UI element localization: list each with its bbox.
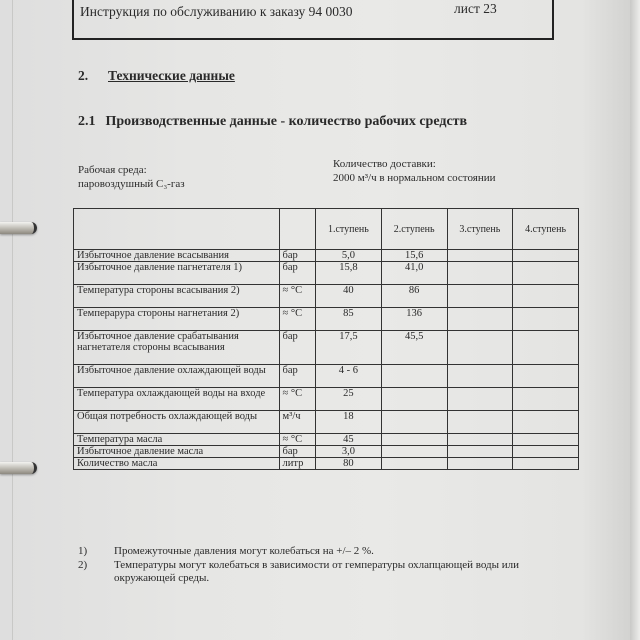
table-row <box>74 446 579 458</box>
table-row <box>74 458 579 470</box>
header-title: Инструкция по обслуживанию к заказу 94 0030 <box>80 4 353 19</box>
page-edge <box>630 0 640 640</box>
delivery-label: Количество доставки: <box>333 158 436 170</box>
column-header-stage-1: 1.ступень <box>316 209 382 250</box>
value-cell: 17,5 <box>316 331 382 365</box>
working-medium <box>78 163 185 191</box>
value-cell <box>513 446 579 458</box>
unit-cell: ≈ °C <box>279 308 316 331</box>
table-row <box>74 434 579 446</box>
value-cell <box>381 446 447 458</box>
unit-cell: бар <box>279 262 316 285</box>
param-cell: Избыточное давление охлаждающей воды <box>74 365 280 388</box>
value-cell <box>513 434 579 446</box>
subsection-title: Производственные данные - количество рабочих средств <box>105 114 468 129</box>
value-cell <box>513 411 579 434</box>
value-cell <box>513 365 579 388</box>
table-row <box>74 411 579 434</box>
column-header-stage-2: 2.ступень <box>381 209 447 250</box>
unit-cell: бар <box>279 250 316 262</box>
value-cell: 136 <box>381 308 447 331</box>
value-cell <box>381 434 447 446</box>
value-cell: 25 <box>316 388 382 411</box>
value-cell: 86 <box>381 285 447 308</box>
section-number: 2. <box>78 68 89 83</box>
page-header <box>72 0 554 40</box>
param-cell: Температура стороны всасывания 2) <box>74 285 280 308</box>
column-header-stage-3: 3.ступень <box>447 209 513 250</box>
value-cell: 41,0 <box>381 262 447 285</box>
footnote <box>78 559 574 586</box>
param-cell: Общая потребность охлаждающей воды <box>74 411 280 434</box>
value-cell <box>447 365 513 388</box>
footnote-text: Промежуточные давления могут колебаться на +/– 2 %. <box>114 545 374 557</box>
table-row <box>74 331 579 365</box>
param-cell: Избыточное давление срабатывания нагнетателя стороны всасывания <box>74 331 280 365</box>
table-row <box>74 365 579 388</box>
param-cell: Избыточное давление масла <box>74 446 280 458</box>
delivery-quantity <box>333 157 495 185</box>
section-title: Технические данные <box>108 68 235 83</box>
param-cell: Температура охлаждающей воды на входе <box>74 388 280 411</box>
working-medium-label: Рабочая среда: <box>78 164 147 176</box>
value-cell <box>447 411 513 434</box>
table-header-row <box>74 209 579 250</box>
table-row <box>74 388 579 411</box>
column-header-stage-4: 4.ступень <box>513 209 579 250</box>
footnote-text: Температуры могут колебаться в зависимости от гемпературы охлапцающей воды или окружающей среды. <box>114 558 520 584</box>
footnotes <box>78 545 574 586</box>
margin-line <box>12 0 13 640</box>
value-cell <box>381 365 447 388</box>
unit-cell: ≈ °C <box>279 388 316 411</box>
value-cell <box>513 388 579 411</box>
binder-ring-icon <box>0 222 37 234</box>
value-cell <box>447 250 513 262</box>
value-cell <box>447 331 513 365</box>
param-cell: Количество масла <box>74 458 280 470</box>
working-medium-value: паровоздушный C₃-газ <box>78 178 185 190</box>
footnote-number: 2) <box>78 558 88 571</box>
value-cell <box>513 262 579 285</box>
delivery-value: 2000 м³/ч в нормальном состоянии <box>333 172 496 184</box>
value-cell: 15,8 <box>316 262 382 285</box>
unit-cell: бар <box>279 446 316 458</box>
table-row <box>74 262 579 285</box>
unit-cell: бар <box>279 331 316 365</box>
value-cell <box>447 434 513 446</box>
footnote-number: 1) <box>78 545 88 557</box>
value-cell <box>447 285 513 308</box>
unit-cell: бар <box>279 365 316 388</box>
unit-cell: ≈ °C <box>279 285 316 308</box>
table-row <box>74 250 579 262</box>
column-header <box>74 209 280 250</box>
footnote <box>78 545 574 559</box>
value-cell <box>381 411 447 434</box>
value-cell: 18 <box>316 411 382 434</box>
value-cell <box>447 308 513 331</box>
value-cell: 85 <box>316 308 382 331</box>
value-cell <box>513 250 579 262</box>
column-header <box>279 209 316 250</box>
param-cell: Избыточное давление всасывания <box>74 250 280 262</box>
value-cell: 15,6 <box>381 250 447 262</box>
value-cell <box>381 388 447 411</box>
value-cell <box>513 331 579 365</box>
unit-cell: ≈ °C <box>279 434 316 446</box>
unit-cell: м³/ч <box>279 411 316 434</box>
value-cell: 40 <box>316 285 382 308</box>
value-cell <box>447 446 513 458</box>
param-cell: Темперарура стороны нагнетания 2) <box>74 308 280 331</box>
subsection-number: 2.1 <box>78 114 96 129</box>
param-cell: Температура масла <box>74 434 280 446</box>
value-cell <box>381 458 447 470</box>
value-cell <box>513 458 579 470</box>
value-cell <box>513 308 579 331</box>
param-cell: Избыточное давление пагнетателя 1) <box>74 262 280 285</box>
value-cell: 45 <box>316 434 382 446</box>
value-cell <box>447 388 513 411</box>
value-cell <box>447 458 513 470</box>
unit-cell: литр <box>279 458 316 470</box>
table-row <box>74 285 579 308</box>
section-heading <box>78 68 235 84</box>
subsection-heading <box>78 114 467 130</box>
value-cell: 3,0 <box>316 446 382 458</box>
value-cell: 45,5 <box>381 331 447 365</box>
value-cell: 5,0 <box>316 250 382 262</box>
technical-data-table <box>73 208 579 470</box>
value-cell: 4 - 6 <box>316 365 382 388</box>
value-cell <box>513 285 579 308</box>
value-cell: 80 <box>316 458 382 470</box>
table-row <box>74 308 579 331</box>
binder-ring-icon <box>0 462 37 474</box>
value-cell <box>447 262 513 285</box>
sheet-number: лист 23 <box>454 1 497 16</box>
